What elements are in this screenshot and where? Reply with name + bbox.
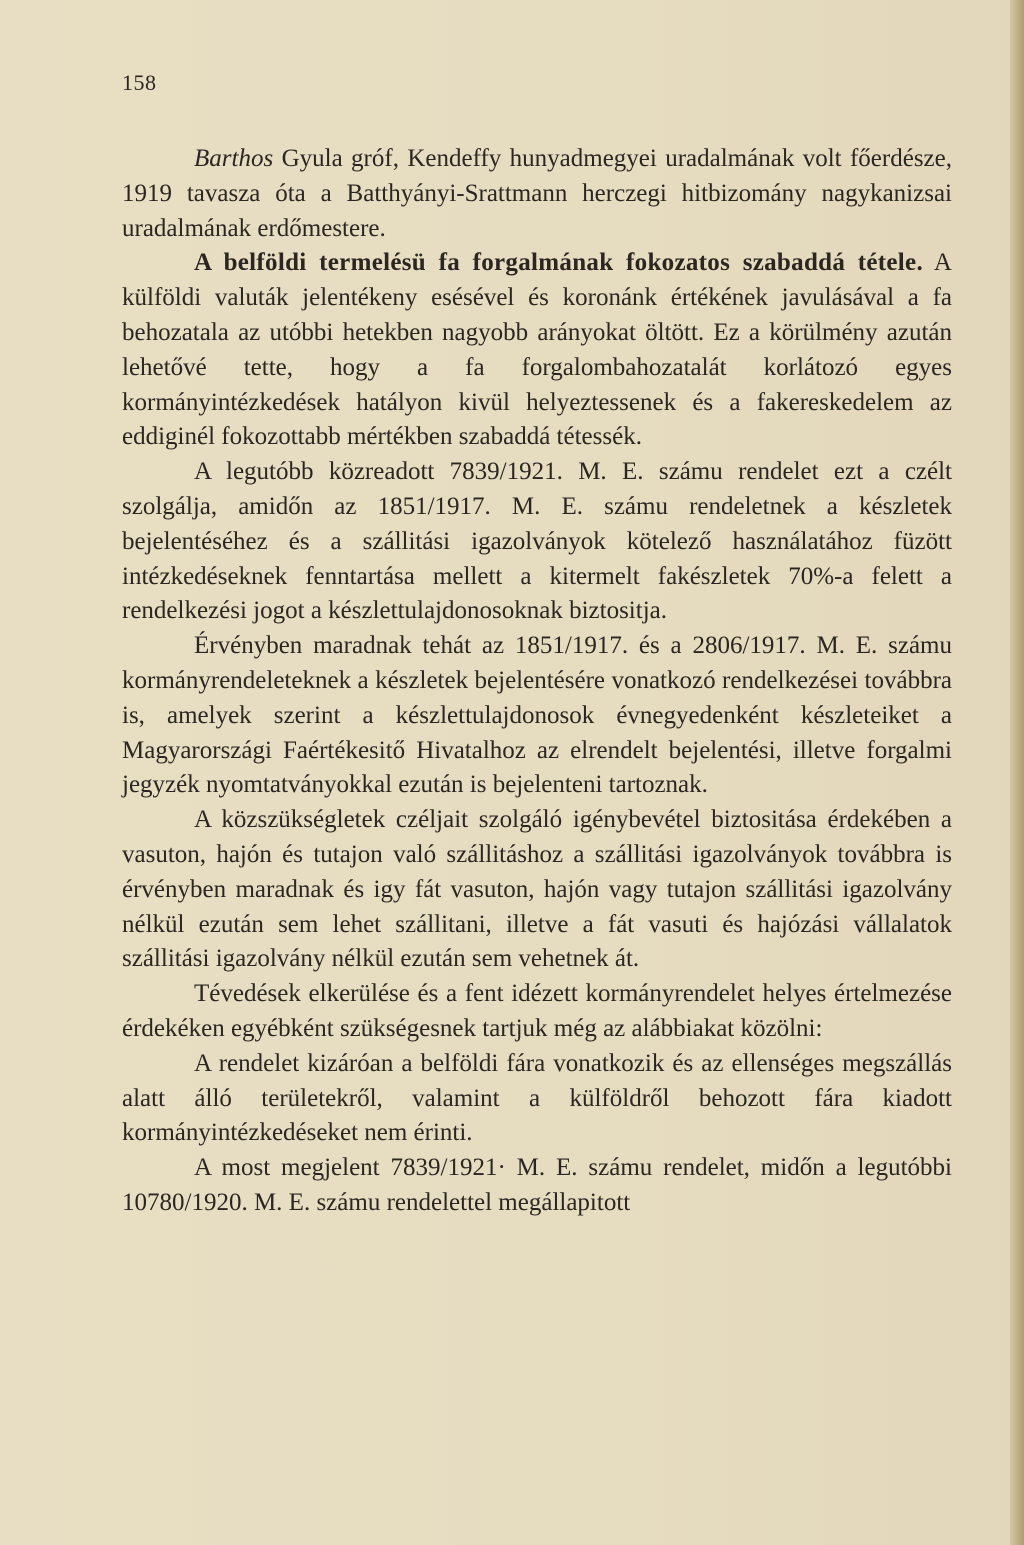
section-heading: A belföldi termelésü fa forgalmának fokozatos szabaddá tétele. [194, 249, 923, 277]
paragraph: A közszükségletek czéljait szolgáló igénybevétel biztositása érdekében a vasuton, hajón és tutajon való szállitáshoz a szállitási igazolványok továbbra is érvényben maradnak és igy fát vasuton, hajón vagy tutajon szállitási igazolvány nélkül ezután sem lehet szállitani, illetve a fát vasuti és hajózási vállalatok szállitási igazolvány nélkül ezután sem vehetnek át. [122, 806, 952, 973]
paragraph: Tévedések elkerülése és a fent idézett kormányrendelet helyes értelmezése érdekéken egyébként szükségesnek tartjuk még az alábbiakat közölni: [122, 980, 952, 1042]
paragraph-section-heading [122, 246, 952, 455]
paragraph-text: Gyula gróf, Kendeffy hunyadmegyei uradalmának volt főerdésze, 1919 tavasza óta a Batthyányi-Srattmann herczegi hitbizomány nagykanizsai uradalmának erdőmestere. [122, 145, 952, 242]
page-number: 158 [122, 70, 157, 95]
paragraph-barthos [122, 142, 952, 246]
name-lead: Barthos [194, 145, 274, 172]
page-edge-shadow [1010, 0, 1024, 1545]
paragraph-text: A külföldi valuták jelentékeny esésével és koronánk értékének javulásával a fa behozatala az utóbbi hetekben nagyobb arányokat öltött. Ez a körülmény azután lehetővé tette, hogy a fa forgalombahozatalát korlátozó egyes kormányintézkedések hatályon kivül helyeztessenek és a fakereskedelem az eddiginél fokozottabb mértékben szabaddá tétessék. [122, 249, 952, 451]
paragraph: Érvényben maradnak tehát az 1851/1917. és a 2806/1917. M. E. számu kormányrendeleteknek a készletek bejelentésére vonatkozó rendelkezései továbbra is, amelyek szerint a készlettulajdonosok évnegyedenként készleteiket a Magyarországi Faértékesitő Hivatalhoz az elrendelt bejelentési, illetve forgalmi jegyzék nyomtatványokkal ezután is bejelenteni tartoznak. [122, 632, 952, 799]
paragraph: A most megjelent 7839/1921· M. E. számu rendelet, midőn a legutóbbi 10780/1920. M. E. számu rendelettel megállapitott [122, 1154, 952, 1216]
paragraph: A legutóbb közreadott 7839/1921. M. E. számu rendelet ezt a czélt szolgálja, amidőn az 1851/1917. M. E. számu rendeletnek a készletek bejelentéséhez és a szállitási igazolványok kötelező használatához füzött intézkedéseknek fenntartása mellett a kitermelt fakészletek 70%-a felett a rendelkezési jogot a készlettulajdonosoknak biztositja. [122, 458, 952, 625]
paragraph: A rendelet kizáróan a belföldi fára vonatkozik és az ellenséges megszállás alatt álló területekről, valamint a külföldről behozott fára kiadott kormányintézkedéseket nem érinti. [122, 1049, 952, 1147]
body-text [122, 142, 952, 1221]
